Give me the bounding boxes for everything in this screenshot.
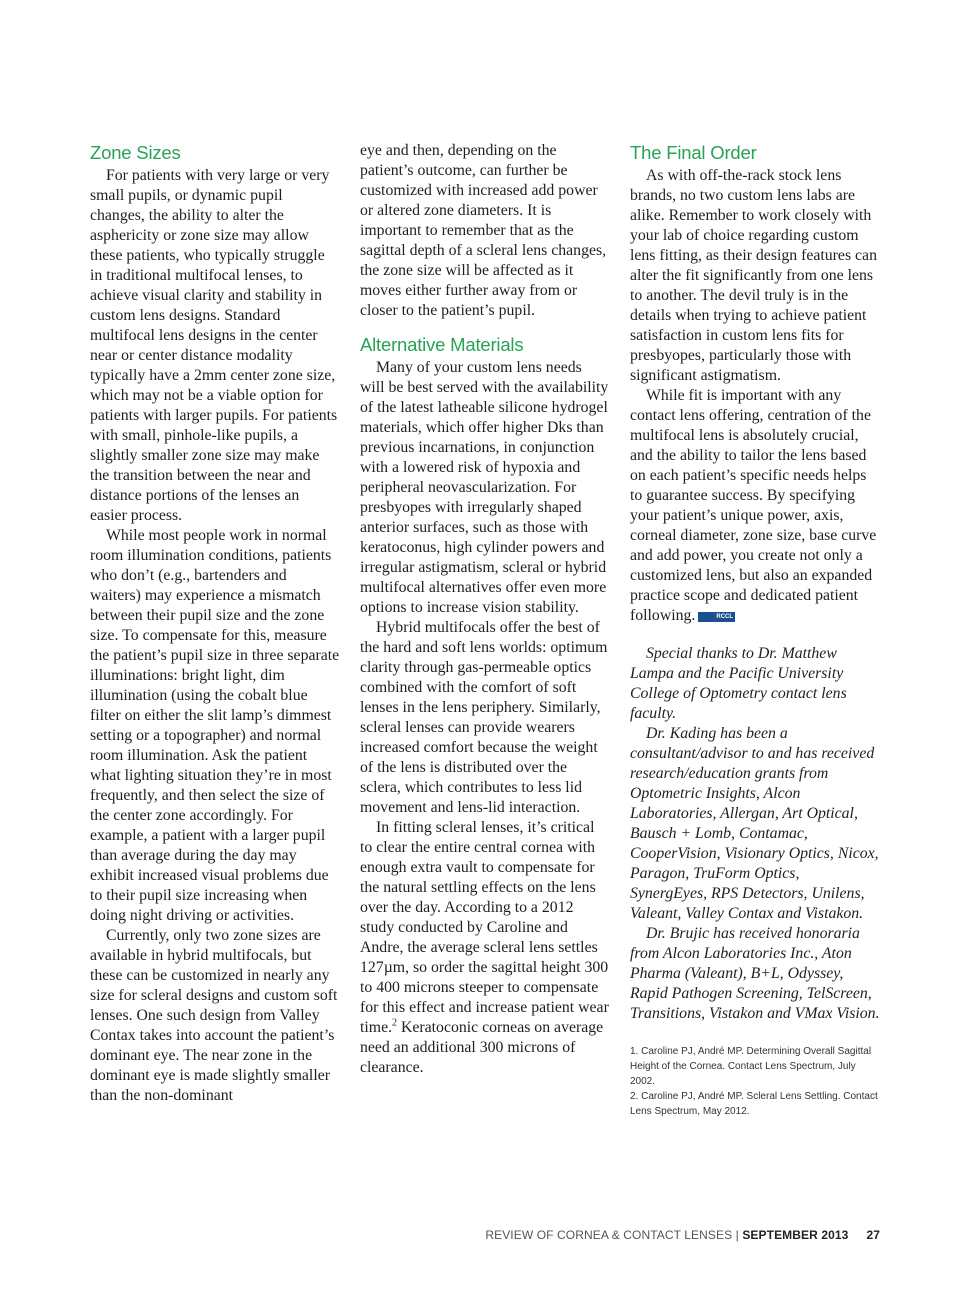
references: [630, 1044, 880, 1119]
page-number: 27: [866, 1228, 880, 1242]
paragraph: [630, 386, 880, 626]
column-1: [90, 141, 340, 1106]
end-mark-icon: RCCL: [698, 612, 735, 622]
paragraph-text: While fit is important with any contact lens offering, centration of the multifocal lens is absolutely crucial, and the ability to tailor the lens based on each patient’s specific needs helps to guarantee success. By specifying your patient’s unique power, axis, corneal diameter, zone size, base curve and add power, you create not only a customized lens, but also an expanded practice scope and dedicated patient following.: [630, 387, 877, 624]
acknowledgements: [630, 644, 880, 1024]
paragraph: [360, 818, 610, 1078]
paragraph: While most people work in normal room illumination conditions, patients who don’t (e.g., bartenders and waiters) may experience a mismatch between their pupil size and the zone size. To compensate for this, measure the patient’s pupil size in three separate illuminations: bright light, dim illumination (using the cobalt blue filter on either the slit lamp’s dimmest setting or a topographer) and normal room illumination. Ask the patient what lighting situation they’re in most frequently, and then select the size of the center zone accordingly. For example, a patient with a larger pupil than average during the day may exhibit increased visual problems due to their pupil size increasing when doing night driving or activities.: [90, 527, 340, 924]
column-3: [630, 141, 880, 1119]
section-heading-alternative-materials: Alternative Materials: [360, 334, 524, 355]
paragraph-text: Keratoconic corneas on average need an additional 300 microns of clearance.: [360, 1019, 604, 1076]
issue-date: SEPTEMBER 2013: [742, 1228, 849, 1242]
paragraph-text: In fitting scleral lenses, it’s critical to clear the entire central cornea with enough extra vault to compensate for the natural settling effects on the lens over the day. According to a 2012 study conducted by Caroline and Andre, the average scleral lens settles 127µm, so order the sagittal height 300 to 400 microns steeper to compensate for this effect and increase patient wear time.: [360, 819, 609, 1036]
paragraph: eye and then, depending on the patient’s outcome, can further be customized with increased add power or altered zone diameters. It is important to remember that as the sagittal depth of a scleral lens changes, the zone size will be affected as it moves either further away from or closer to the patient’s pupil.: [360, 142, 607, 319]
reference-item: 2. Caroline PJ, André MP. Scleral Lens Settling. Contact Lens Spectrum, May 2012.: [630, 1091, 878, 1117]
credit-text: Dr. Kading has been a consultant/advisor to and has received research/education grants from Optometric Insights, Alcon Laboratories, Allergan, Art Optical, Bausch + Lomb, Contamac, CooperVision, Visionary Optics, Nicox, Paragon, TruForm Optics, SynergEyes, RPS Detectors, Unilens, Valeant, Valley Contax and Vistakon.: [630, 725, 879, 922]
paragraph: Currently, only two zone sizes are available in hybrid multifocals, but these can be customized in nearly any size for scleral designs and custom soft lenses. One such design from Valley Contax takes into account the patient’s dominant eye. The near zone in the dominant eye is made slightly smaller than the non-dominant: [90, 927, 338, 1104]
reference-superscript: 2: [392, 1017, 398, 1029]
footer-separator: |: [732, 1228, 743, 1242]
page-footer: [0, 1228, 880, 1242]
credit-text: Dr. Brujic has received honoraria from Alcon Laboratories Inc., Aton Pharma (Valeant), B+L, Odyssey, Rapid Pathogen Screening, TelScreen, Transitions, Vistakon and VMax Vision.: [630, 925, 880, 1022]
section-heading-final-order: The Final Order: [630, 142, 757, 163]
column-2: [360, 141, 610, 1078]
section-heading-zone-sizes: Zone Sizes: [90, 142, 181, 163]
reference-item: 1. Caroline PJ, André MP. Determining Overall Sagittal Height of the Cornea. Contact Lens Spectrum, July 2002.: [630, 1046, 872, 1087]
paragraph: Hybrid multifocals offer the best of the hard and soft lens worlds: optimum clarity through gas-permeable optics combined with the comfort of soft lenses in the lens periphery. Similarly, scleral lenses can provide wearers increased comfort because the weight of the lens is distributed over the sclera, which contributes to less lid movement and lens-lid interaction.: [360, 619, 608, 816]
paragraph: For patients with very large or very small pupils, or dynamic pupil changes, the ability to alter the asphericity or zone size may allow these patients, who typically struggle in traditional multifocal lenses, to achieve visual clarity and stability in custom lens designs. Standard multifocal lens designs in the center near or center distance modality typically have a 2mm center zone size, which may not be a viable option for patients with larger pupils. For patients with small, pinhole-like pupils, a slightly smaller zone size may make the transition between the near and distance portions of the lenses an easier process.: [90, 167, 338, 524]
magazine-name: REVIEW OF CORNEA & CONTACT LENSES: [485, 1228, 733, 1242]
credit-text: Special thanks to Dr. Matthew Lampa and the Pacific University College of Optometry contact lens faculty.: [630, 645, 847, 722]
paragraph: As with off-the-rack stock lens brands, no two custom lens labs are alike. Remember to work closely with your lab of choice regarding custom lens fitting, as their design features can alter the fit significantly from one lens to another. The devil truly is in the details when trying to achieve patient satisfaction in custom lens fits for presbyopes, particularly those with significant astigmatism.: [630, 167, 877, 384]
paragraph: Many of your custom lens needs will be best served with the availability of the latest latheable silicone hydrogel materials, which offer higher Dks than previous incarnations, in conjunction with a lowered risk of hypoxia and peripheral neovascularization. For presbyopes with irregularly shaped anterior surfaces, such as those with keratoconus, high cylinder powers and irregular astigmatism, scleral or hybrid multifocal alternatives offer even more options to increase vision stability.: [360, 359, 609, 616]
